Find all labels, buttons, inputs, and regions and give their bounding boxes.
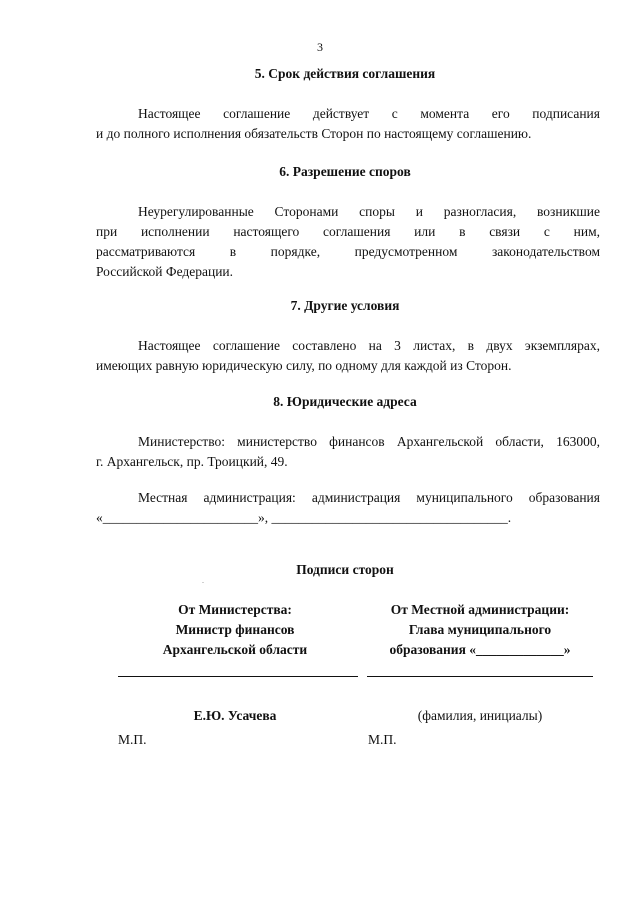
section-6-heading: 6. Разрешение споров — [279, 164, 411, 179]
section-6-text — [96, 202, 600, 282]
signature-right-line-1: От Местной администрации: — [390, 602, 570, 617]
section-7-text — [96, 336, 600, 376]
section-8-heading: 8. Юридические адреса — [273, 394, 417, 409]
local-admin-address-line-2: «_______________________», ___________________________________. — [96, 510, 512, 525]
signature-left-block — [110, 600, 360, 660]
page-number: 3 — [317, 40, 323, 54]
signature-left-line-1: От Министерства: — [178, 602, 292, 617]
ministry-address-line-2: г. Архангельск, пр. Троицкий, 49. — [96, 454, 288, 469]
signature-right-name: (фамилия, инициалы) — [417, 708, 543, 723]
signatures-heading: Подписи сторон — [296, 562, 394, 577]
section-5-text — [96, 104, 600, 144]
signature-right-block — [360, 600, 600, 660]
section-5-line-1: Настоящее соглашение действует с момента его подписания — [138, 106, 600, 121]
section-6-line-1: Неурегулированные Сторонами споры и разногласия, возникшие — [138, 204, 600, 219]
stamp-left: М.П. — [118, 732, 147, 747]
signature-left-line-2: Министр финансов — [175, 622, 295, 637]
section-5-line-2: и до полного исполнения обязательств Сторон по настоящему соглашению. — [96, 126, 532, 141]
section-7-line-1: Настоящее соглашение составлено на 3 листах, в двух экземплярах, — [138, 338, 600, 353]
signature-right-line — [367, 676, 593, 677]
signature-left-line-3: Архангельской области — [162, 642, 308, 657]
section-6-line-4: Российской Федерации. — [96, 264, 234, 279]
signature-left-line — [118, 676, 358, 677]
local-admin-address — [96, 488, 600, 528]
local-admin-address-line-1: Местная администрация: администрация муниципального образования — [138, 490, 600, 505]
section-6-line-3: рассматриваются в порядке, предусмотренном законодательством — [96, 244, 600, 259]
signature-right-line-2: Глава муниципального — [408, 622, 552, 637]
signature-right-line-3: образования «_____________» — [389, 642, 571, 657]
stamp-right: М.П. — [368, 732, 397, 747]
ministry-address-line-1: Министерство: министерство финансов Архангельской области, 163000, — [138, 434, 600, 449]
ministry-address — [96, 432, 600, 472]
section-7-heading: 7. Другие условия — [290, 298, 400, 313]
section-7-line-2: имеющих равную юридическую силу, по одному для каждой из Сторон. — [96, 358, 512, 373]
section-6-line-2: при исполнении настоящего соглашения или в связи с ним, — [96, 224, 600, 239]
signature-left-name: Е.Ю. Усачева — [193, 708, 277, 723]
scan-speck: . — [202, 576, 204, 585]
section-5-heading: 5. Срок действия соглашения — [254, 66, 436, 81]
